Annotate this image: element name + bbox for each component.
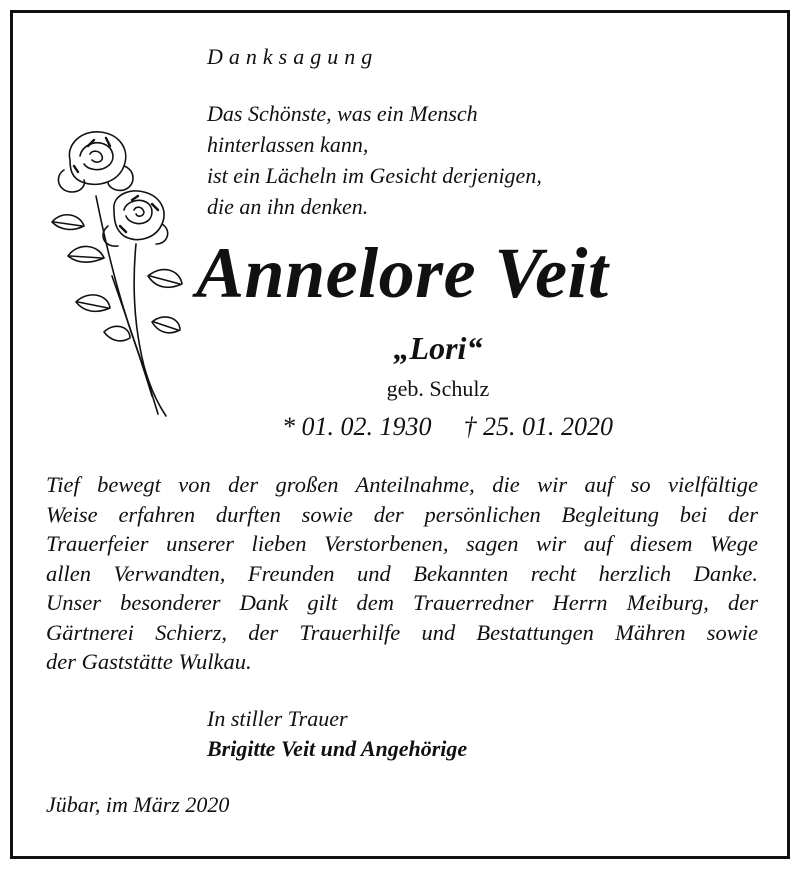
thanks-text bbox=[46, 470, 758, 677]
roses-icon bbox=[48, 126, 188, 418]
memorial-quote bbox=[207, 98, 542, 222]
text-line: Unser besonderer Dank gilt dem Trauerredner Herrn Meiburg, der bbox=[46, 590, 758, 615]
text-line: Trauerfeier unserer lieben Verstorbenen, sagen wir auf diesem Wege bbox=[46, 531, 758, 556]
quote-line: ist ein Lächeln im Gesicht derjenigen, bbox=[207, 163, 542, 188]
quote-line: Das Schönste, was ein Mensch bbox=[207, 101, 478, 126]
text-line: Gärtnerei Schierz, der Trauerhilfe und Bestattungen Mähren sowie bbox=[46, 619, 758, 645]
text-line: Tief bewegt von der großen Anteilnahme, die wir auf so vielfältige bbox=[46, 472, 758, 497]
text-line: Weise erfahren durften sowie der persönlichen Begleitung bei der bbox=[46, 501, 758, 527]
nickname: „Lori“ bbox=[393, 330, 483, 366]
birth-date: * 01. 02. 1930 bbox=[282, 412, 432, 441]
text-line: allen Verwandten, Freunden und Bekannten recht herzlich Danke. bbox=[46, 560, 758, 586]
place-date: Jübar, im März 2020 bbox=[46, 792, 230, 817]
life-dates bbox=[282, 412, 613, 442]
text-line: der Gaststätte Wulkau. bbox=[46, 649, 252, 674]
signers: Brigitte Veit und Angehörige bbox=[207, 736, 468, 761]
quote-line: die an ihn denken. bbox=[207, 194, 369, 219]
birth-name: geb. Schulz bbox=[386, 376, 490, 401]
quote-line: hinterlassen kann, bbox=[207, 132, 369, 157]
death-date: † 25. 01. 2020 bbox=[463, 412, 613, 441]
deceased-name: Annelore Veit bbox=[196, 233, 609, 313]
mourning-line: In stiller Trauer bbox=[207, 706, 348, 731]
notice-heading: Danksagung bbox=[207, 44, 379, 69]
